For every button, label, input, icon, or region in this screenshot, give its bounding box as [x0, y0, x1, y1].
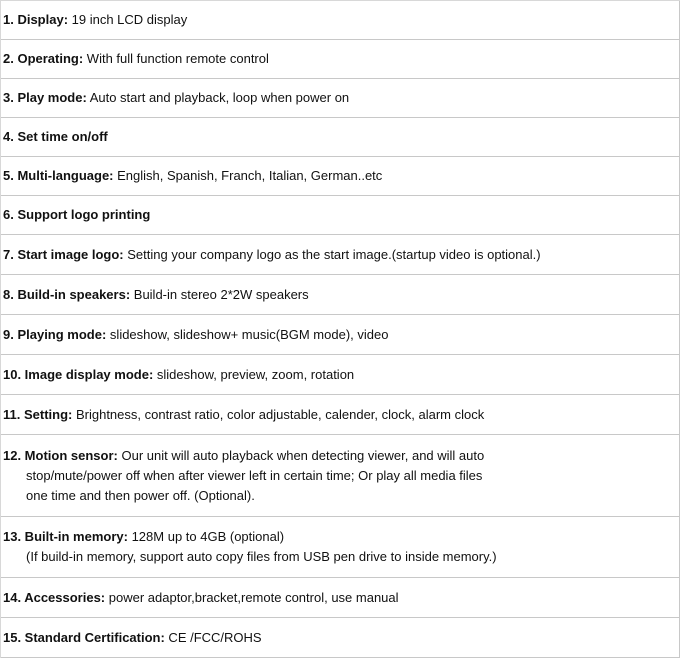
spec-label: 10. Image display mode:: [3, 366, 154, 382]
spec-label: 3. Play mode:: [3, 90, 87, 105]
spec-value: slideshow, slideshow+ music(BGM mode), video: [106, 326, 389, 342]
spec-row-image-display-mode: [1, 355, 680, 395]
spec-value-continuation: stop/mute/power off when after viewer left in certain time; Or play all media files: [26, 467, 483, 483]
spec-row-play-mode: [1, 79, 680, 118]
spec-value: Setting your company logo as the start image.(startup video is optional.): [123, 246, 541, 262]
spec-label: 5. Multi-language:: [3, 168, 114, 183]
spec-label: 8. Build-in speakers:: [3, 286, 131, 302]
spec-value: 19 inch LCD display: [68, 12, 188, 27]
spec-label: 7. Start image logo:: [3, 246, 124, 262]
spec-label: 11. Setting:: [3, 406, 73, 422]
spec-row-accessories: [1, 578, 680, 618]
spec-value: slideshow, preview, zoom, rotation: [153, 366, 355, 382]
spec-value: With full function remote control: [83, 51, 269, 66]
spec-value: 128M up to 4GB (optional): [127, 529, 285, 544]
spec-label: 6. Support logo printing: [3, 207, 151, 222]
spec-value: Auto start and playback, loop when power on: [86, 90, 350, 105]
spec-label: 15. Standard Certification:: [3, 629, 165, 645]
spec-label: 2. Operating:: [3, 51, 84, 66]
spec-label: 12. Motion sensor:: [3, 447, 118, 463]
spec-row-operating: [1, 40, 680, 79]
spec-row-start-image-logo: [1, 235, 680, 275]
spec-row-built-in-memory: [1, 517, 680, 578]
spec-row-motion-sensor: [1, 435, 680, 517]
spec-label: 4. Set time on/off: [3, 129, 108, 144]
spec-row-setting: [1, 395, 680, 435]
spec-value-continuation: (If build-in memory, support auto copy files from USB pen drive to inside memory.): [26, 549, 497, 564]
spec-row-logo-printing: [1, 196, 680, 235]
spec-value: English, Spanish, Franch, Italian, German..etc: [113, 168, 383, 183]
spec-label: 9. Playing mode:: [3, 326, 107, 342]
spec-value: Our unit will auto playback when detecting viewer, and will auto: [117, 447, 485, 463]
spec-row-display: [1, 1, 680, 40]
spec-row-certification: [1, 618, 680, 658]
spec-value: Build-in stereo 2*2W speakers: [130, 286, 309, 302]
spec-row-speakers: [1, 275, 680, 315]
spec-label: 14. Accessories:: [3, 589, 106, 605]
spec-value-continuation: one time and then power off. (Optional).: [26, 487, 255, 503]
spec-label: 13. Built-in memory:: [3, 529, 128, 544]
spec-value: CE /FCC/ROHS: [164, 629, 262, 645]
spec-row-multi-language: [1, 157, 680, 196]
spec-value: Brightness, contrast ratio, color adjustable, calender, clock, alarm clock: [72, 406, 485, 422]
spec-row-playing-mode: [1, 315, 680, 355]
spec-value: power adaptor,bracket,remote control, use manual: [105, 589, 399, 605]
spec-row-set-time: [1, 118, 680, 157]
spec-label: 1. Display:: [3, 12, 69, 27]
